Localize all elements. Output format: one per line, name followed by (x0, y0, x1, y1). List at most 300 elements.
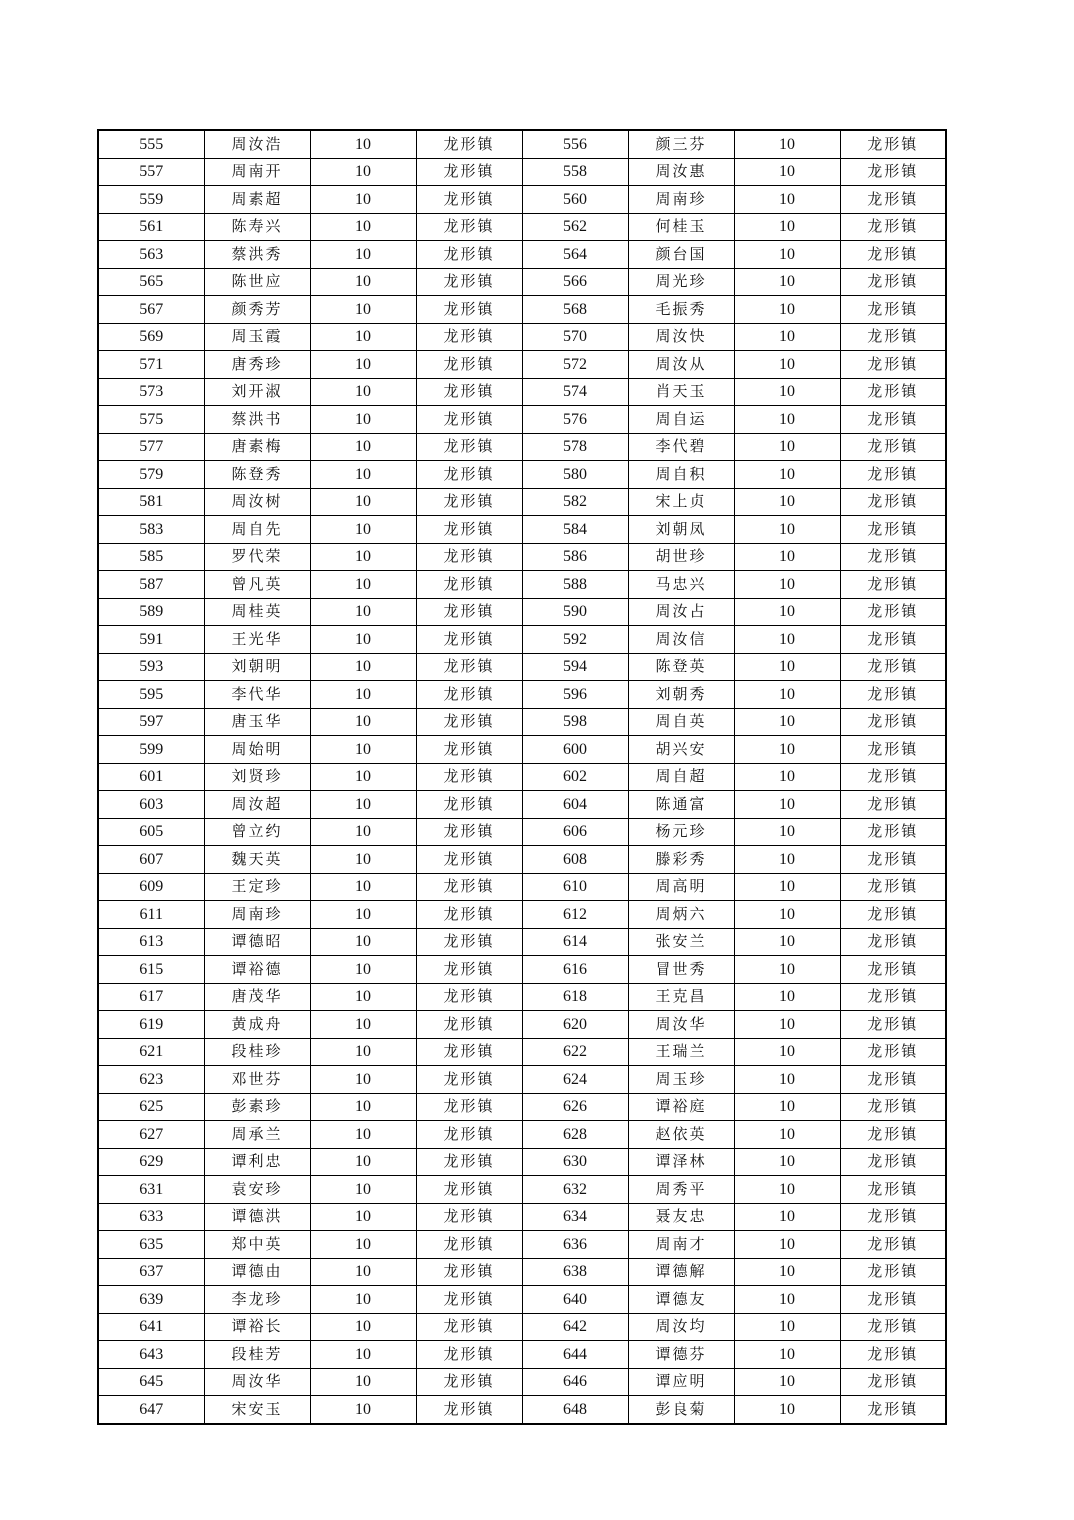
person-name-cell: 肖天玉 (628, 378, 734, 406)
serial-number-cell: 644 (522, 1341, 628, 1369)
town-cell: 龙形镇 (840, 433, 946, 461)
amount-cell: 10 (734, 1038, 840, 1066)
person-name-cell: 周自运 (628, 406, 734, 434)
person-name-cell: 张安兰 (628, 928, 734, 956)
person-name-cell: 冒世秀 (628, 956, 734, 984)
town-cell: 龙形镇 (840, 873, 946, 901)
serial-number-cell: 613 (98, 928, 204, 956)
person-name-cell: 颜三芬 (628, 130, 734, 158)
amount-cell: 10 (734, 928, 840, 956)
person-name-cell: 刘开淑 (204, 378, 310, 406)
town-cell: 龙形镇 (416, 296, 522, 324)
amount-cell: 10 (310, 158, 416, 186)
table-row (98, 598, 946, 626)
serial-number-cell: 590 (522, 598, 628, 626)
town-cell: 龙形镇 (416, 763, 522, 791)
person-name-cell: 宋上贞 (628, 488, 734, 516)
table-row (98, 213, 946, 241)
serial-number-cell: 567 (98, 296, 204, 324)
serial-number-cell: 641 (98, 1313, 204, 1341)
town-cell: 龙形镇 (840, 241, 946, 269)
person-name-cell: 王定珍 (204, 873, 310, 901)
serial-number-cell: 632 (522, 1176, 628, 1204)
serial-number-cell: 646 (522, 1368, 628, 1396)
table-row (98, 956, 946, 984)
amount-cell: 10 (734, 158, 840, 186)
amount-cell: 10 (734, 1148, 840, 1176)
person-name-cell: 周自超 (628, 763, 734, 791)
serial-number-cell: 647 (98, 1396, 204, 1424)
person-name-cell: 周高明 (628, 873, 734, 901)
serial-number-cell: 564 (522, 241, 628, 269)
person-name-cell: 蔡洪书 (204, 406, 310, 434)
person-name-cell: 陈世应 (204, 268, 310, 296)
amount-cell: 10 (310, 516, 416, 544)
person-name-cell: 刘朝秀 (628, 681, 734, 709)
table-row (98, 296, 946, 324)
town-cell: 龙形镇 (840, 130, 946, 158)
town-cell: 龙形镇 (416, 736, 522, 764)
serial-number-cell: 587 (98, 571, 204, 599)
serial-number-cell: 584 (522, 516, 628, 544)
person-name-cell: 马忠兴 (628, 571, 734, 599)
town-cell: 龙形镇 (416, 241, 522, 269)
serial-number-cell: 595 (98, 681, 204, 709)
town-cell: 龙形镇 (416, 433, 522, 461)
person-name-cell: 刘朝明 (204, 653, 310, 681)
town-cell: 龙形镇 (416, 1341, 522, 1369)
table-row (98, 983, 946, 1011)
serial-number-cell: 570 (522, 323, 628, 351)
serial-number-cell: 578 (522, 433, 628, 461)
serial-number-cell: 576 (522, 406, 628, 434)
amount-cell: 10 (734, 818, 840, 846)
town-cell: 龙形镇 (840, 268, 946, 296)
town-cell: 龙形镇 (840, 791, 946, 819)
amount-cell: 10 (310, 1011, 416, 1039)
amount-cell: 10 (310, 296, 416, 324)
person-name-cell: 唐玉华 (204, 708, 310, 736)
person-name-cell: 彭良菊 (628, 1396, 734, 1424)
serial-number-cell: 572 (522, 351, 628, 379)
town-cell: 龙形镇 (416, 598, 522, 626)
person-name-cell: 王克昌 (628, 983, 734, 1011)
town-cell: 龙形镇 (840, 488, 946, 516)
serial-number-cell: 583 (98, 516, 204, 544)
serial-number-cell: 575 (98, 406, 204, 434)
amount-cell: 10 (310, 1176, 416, 1204)
town-cell: 龙形镇 (840, 1011, 946, 1039)
serial-number-cell: 560 (522, 186, 628, 214)
serial-number-cell: 610 (522, 873, 628, 901)
amount-cell: 10 (310, 873, 416, 901)
serial-number-cell: 599 (98, 736, 204, 764)
amount-cell: 10 (734, 1066, 840, 1094)
person-name-cell: 何桂玉 (628, 213, 734, 241)
town-cell: 龙形镇 (840, 351, 946, 379)
table-row (98, 406, 946, 434)
town-cell: 龙形镇 (416, 351, 522, 379)
roster-table-body (98, 130, 946, 1424)
serial-number-cell: 596 (522, 681, 628, 709)
amount-cell: 10 (734, 956, 840, 984)
serial-number-cell: 606 (522, 818, 628, 846)
table-row (98, 681, 946, 709)
town-cell: 龙形镇 (416, 543, 522, 571)
table-row (98, 818, 946, 846)
amount-cell: 10 (734, 1368, 840, 1396)
serial-number-cell: 556 (522, 130, 628, 158)
person-name-cell: 周炳六 (628, 901, 734, 929)
amount-cell: 10 (734, 873, 840, 901)
person-name-cell: 周光珍 (628, 268, 734, 296)
town-cell: 龙形镇 (416, 846, 522, 874)
amount-cell: 10 (734, 1176, 840, 1204)
amount-cell: 10 (310, 653, 416, 681)
amount-cell: 10 (734, 516, 840, 544)
amount-cell: 10 (310, 351, 416, 379)
amount-cell: 10 (734, 681, 840, 709)
serial-number-cell: 601 (98, 763, 204, 791)
amount-cell: 10 (734, 1396, 840, 1424)
amount-cell: 10 (734, 1203, 840, 1231)
amount-cell: 10 (734, 626, 840, 654)
town-cell: 龙形镇 (840, 681, 946, 709)
serial-number-cell: 618 (522, 983, 628, 1011)
person-name-cell: 周汝华 (628, 1011, 734, 1039)
amount-cell: 10 (734, 1121, 840, 1149)
amount-cell: 10 (734, 186, 840, 214)
serial-number-cell: 621 (98, 1038, 204, 1066)
person-name-cell: 胡世珍 (628, 543, 734, 571)
serial-number-cell: 614 (522, 928, 628, 956)
table-row (98, 186, 946, 214)
town-cell: 龙形镇 (416, 956, 522, 984)
serial-number-cell: 602 (522, 763, 628, 791)
person-name-cell: 谭德昭 (204, 928, 310, 956)
person-name-cell: 周汝均 (628, 1313, 734, 1341)
person-name-cell: 周汝浩 (204, 130, 310, 158)
table-row (98, 1396, 946, 1424)
table-row (98, 763, 946, 791)
town-cell: 龙形镇 (840, 901, 946, 929)
amount-cell: 10 (734, 433, 840, 461)
amount-cell: 10 (310, 736, 416, 764)
town-cell: 龙形镇 (416, 1093, 522, 1121)
amount-cell: 10 (310, 681, 416, 709)
person-name-cell: 谭利忠 (204, 1148, 310, 1176)
table-row (98, 130, 946, 158)
person-name-cell: 周自先 (204, 516, 310, 544)
table-row (98, 516, 946, 544)
amount-cell: 10 (734, 461, 840, 489)
amount-cell: 10 (734, 598, 840, 626)
serial-number-cell: 615 (98, 956, 204, 984)
town-cell: 龙形镇 (416, 653, 522, 681)
amount-cell: 10 (310, 1093, 416, 1121)
serial-number-cell: 605 (98, 818, 204, 846)
serial-number-cell: 592 (522, 626, 628, 654)
serial-number-cell: 585 (98, 543, 204, 571)
table-row (98, 378, 946, 406)
town-cell: 龙形镇 (840, 1313, 946, 1341)
person-name-cell: 滕彩秀 (628, 846, 734, 874)
amount-cell: 10 (310, 186, 416, 214)
serial-number-cell: 597 (98, 708, 204, 736)
person-name-cell: 周汝信 (628, 626, 734, 654)
serial-number-cell: 574 (522, 378, 628, 406)
amount-cell: 10 (310, 1258, 416, 1286)
town-cell: 龙形镇 (840, 571, 946, 599)
serial-number-cell: 593 (98, 653, 204, 681)
town-cell: 龙形镇 (416, 1148, 522, 1176)
town-cell: 龙形镇 (840, 296, 946, 324)
town-cell: 龙形镇 (416, 186, 522, 214)
person-name-cell: 王瑞兰 (628, 1038, 734, 1066)
amount-cell: 10 (734, 1313, 840, 1341)
serial-number-cell: 640 (522, 1286, 628, 1314)
amount-cell: 10 (310, 488, 416, 516)
town-cell: 龙形镇 (840, 1231, 946, 1259)
town-cell: 龙形镇 (840, 323, 946, 351)
serial-number-cell: 636 (522, 1231, 628, 1259)
serial-number-cell: 638 (522, 1258, 628, 1286)
person-name-cell: 毛振秀 (628, 296, 734, 324)
serial-number-cell: 558 (522, 158, 628, 186)
person-name-cell: 黄成舟 (204, 1011, 310, 1039)
serial-number-cell: 645 (98, 1368, 204, 1396)
person-name-cell: 颜秀芳 (204, 296, 310, 324)
serial-number-cell: 607 (98, 846, 204, 874)
person-name-cell: 刘朝凤 (628, 516, 734, 544)
town-cell: 龙形镇 (416, 130, 522, 158)
amount-cell: 10 (310, 791, 416, 819)
person-name-cell: 周南才 (628, 1231, 734, 1259)
serial-number-cell: 643 (98, 1341, 204, 1369)
amount-cell: 10 (310, 928, 416, 956)
town-cell: 龙形镇 (416, 516, 522, 544)
amount-cell: 10 (734, 488, 840, 516)
amount-cell: 10 (310, 378, 416, 406)
person-name-cell: 谭德由 (204, 1258, 310, 1286)
serial-number-cell: 594 (522, 653, 628, 681)
person-name-cell: 谭应明 (628, 1368, 734, 1396)
town-cell: 龙形镇 (840, 818, 946, 846)
person-name-cell: 周汝占 (628, 598, 734, 626)
town-cell: 龙形镇 (840, 1341, 946, 1369)
person-name-cell: 周玉珍 (628, 1066, 734, 1094)
person-name-cell: 谭德芬 (628, 1341, 734, 1369)
town-cell: 龙形镇 (840, 1066, 946, 1094)
amount-cell: 10 (310, 708, 416, 736)
town-cell: 龙形镇 (416, 901, 522, 929)
serial-number-cell: 608 (522, 846, 628, 874)
table-row (98, 1286, 946, 1314)
serial-number-cell: 563 (98, 241, 204, 269)
amount-cell: 10 (734, 1231, 840, 1259)
town-cell: 龙形镇 (840, 213, 946, 241)
person-name-cell: 谭德洪 (204, 1203, 310, 1231)
amount-cell: 10 (734, 378, 840, 406)
person-name-cell: 陈寿兴 (204, 213, 310, 241)
town-cell: 龙形镇 (840, 598, 946, 626)
table-row (98, 1038, 946, 1066)
town-cell: 龙形镇 (840, 736, 946, 764)
town-cell: 龙形镇 (840, 1396, 946, 1424)
town-cell: 龙形镇 (416, 158, 522, 186)
amount-cell: 10 (310, 983, 416, 1011)
amount-cell: 10 (734, 571, 840, 599)
town-cell: 龙形镇 (416, 268, 522, 296)
serial-number-cell: 627 (98, 1121, 204, 1149)
person-name-cell: 李代碧 (628, 433, 734, 461)
serial-number-cell: 623 (98, 1066, 204, 1094)
person-name-cell: 彭素珍 (204, 1093, 310, 1121)
serial-number-cell: 635 (98, 1231, 204, 1259)
town-cell: 龙形镇 (840, 956, 946, 984)
table-row (98, 488, 946, 516)
town-cell: 龙形镇 (840, 378, 946, 406)
amount-cell: 10 (734, 268, 840, 296)
amount-cell: 10 (310, 1341, 416, 1369)
serial-number-cell: 630 (522, 1148, 628, 1176)
amount-cell: 10 (310, 241, 416, 269)
person-name-cell: 郑中英 (204, 1231, 310, 1259)
table-row (98, 1341, 946, 1369)
person-name-cell: 周汝超 (204, 791, 310, 819)
table-row (98, 708, 946, 736)
serial-number-cell: 562 (522, 213, 628, 241)
table-row (98, 1011, 946, 1039)
town-cell: 龙形镇 (840, 406, 946, 434)
person-name-cell: 陈登英 (628, 653, 734, 681)
town-cell: 龙形镇 (416, 1286, 522, 1314)
person-name-cell: 蔡洪秀 (204, 241, 310, 269)
person-name-cell: 颜台国 (628, 241, 734, 269)
person-name-cell: 袁安珍 (204, 1176, 310, 1204)
town-cell: 龙形镇 (840, 158, 946, 186)
serial-number-cell: 589 (98, 598, 204, 626)
amount-cell: 10 (310, 956, 416, 984)
person-name-cell: 罗代荣 (204, 543, 310, 571)
amount-cell: 10 (310, 901, 416, 929)
serial-number-cell: 604 (522, 791, 628, 819)
person-name-cell: 唐茂华 (204, 983, 310, 1011)
amount-cell: 10 (310, 1066, 416, 1094)
amount-cell: 10 (734, 708, 840, 736)
table-row (98, 1231, 946, 1259)
serial-number-cell: 581 (98, 488, 204, 516)
town-cell: 龙形镇 (840, 516, 946, 544)
table-row (98, 1093, 946, 1121)
amount-cell: 10 (734, 736, 840, 764)
table-row (98, 1368, 946, 1396)
town-cell: 龙形镇 (416, 323, 522, 351)
table-row (98, 653, 946, 681)
amount-cell: 10 (310, 763, 416, 791)
serial-number-cell: 609 (98, 873, 204, 901)
amount-cell: 10 (734, 983, 840, 1011)
person-name-cell: 周承兰 (204, 1121, 310, 1149)
table-row (98, 846, 946, 874)
amount-cell: 10 (310, 130, 416, 158)
roster-table (97, 129, 947, 1425)
serial-number-cell: 616 (522, 956, 628, 984)
table-row (98, 736, 946, 764)
person-name-cell: 周桂英 (204, 598, 310, 626)
serial-number-cell: 577 (98, 433, 204, 461)
serial-number-cell: 626 (522, 1093, 628, 1121)
serial-number-cell: 573 (98, 378, 204, 406)
serial-number-cell: 624 (522, 1066, 628, 1094)
person-name-cell: 周南珍 (204, 901, 310, 929)
amount-cell: 10 (734, 901, 840, 929)
amount-cell: 10 (310, 571, 416, 599)
person-name-cell: 李代华 (204, 681, 310, 709)
serial-number-cell: 629 (98, 1148, 204, 1176)
amount-cell: 10 (310, 846, 416, 874)
person-name-cell: 谭裕庭 (628, 1093, 734, 1121)
town-cell: 龙形镇 (840, 928, 946, 956)
town-cell: 龙形镇 (416, 818, 522, 846)
person-name-cell: 周南珍 (628, 186, 734, 214)
amount-cell: 10 (310, 1368, 416, 1396)
serial-number-cell: 634 (522, 1203, 628, 1231)
table-row (98, 1258, 946, 1286)
serial-number-cell: 622 (522, 1038, 628, 1066)
amount-cell: 10 (310, 1148, 416, 1176)
serial-number-cell: 580 (522, 461, 628, 489)
table-row (98, 461, 946, 489)
serial-number-cell: 617 (98, 983, 204, 1011)
table-row (98, 1313, 946, 1341)
person-name-cell: 陈通富 (628, 791, 734, 819)
person-name-cell: 周汝从 (628, 351, 734, 379)
serial-number-cell: 600 (522, 736, 628, 764)
person-name-cell: 周南开 (204, 158, 310, 186)
town-cell: 龙形镇 (416, 1396, 522, 1424)
amount-cell: 10 (310, 268, 416, 296)
amount-cell: 10 (310, 1396, 416, 1424)
town-cell: 龙形镇 (416, 406, 522, 434)
town-cell: 龙形镇 (840, 1368, 946, 1396)
amount-cell: 10 (734, 1258, 840, 1286)
person-name-cell: 周汝树 (204, 488, 310, 516)
table-row (98, 268, 946, 296)
amount-cell: 10 (310, 626, 416, 654)
serial-number-cell: 603 (98, 791, 204, 819)
person-name-cell: 聂友忠 (628, 1203, 734, 1231)
town-cell: 龙形镇 (416, 1203, 522, 1231)
person-name-cell: 唐秀珍 (204, 351, 310, 379)
town-cell: 龙形镇 (416, 1121, 522, 1149)
town-cell: 龙形镇 (416, 791, 522, 819)
person-name-cell: 周自英 (628, 708, 734, 736)
town-cell: 龙形镇 (840, 1121, 946, 1149)
amount-cell: 10 (310, 323, 416, 351)
table-row (98, 351, 946, 379)
table-row (98, 1121, 946, 1149)
amount-cell: 10 (310, 406, 416, 434)
table-row (98, 1148, 946, 1176)
town-cell: 龙形镇 (416, 626, 522, 654)
town-cell: 龙形镇 (416, 1038, 522, 1066)
serial-number-cell: 619 (98, 1011, 204, 1039)
town-cell: 龙形镇 (416, 1258, 522, 1286)
amount-cell: 10 (310, 1286, 416, 1314)
table-row (98, 1203, 946, 1231)
table-row (98, 158, 946, 186)
